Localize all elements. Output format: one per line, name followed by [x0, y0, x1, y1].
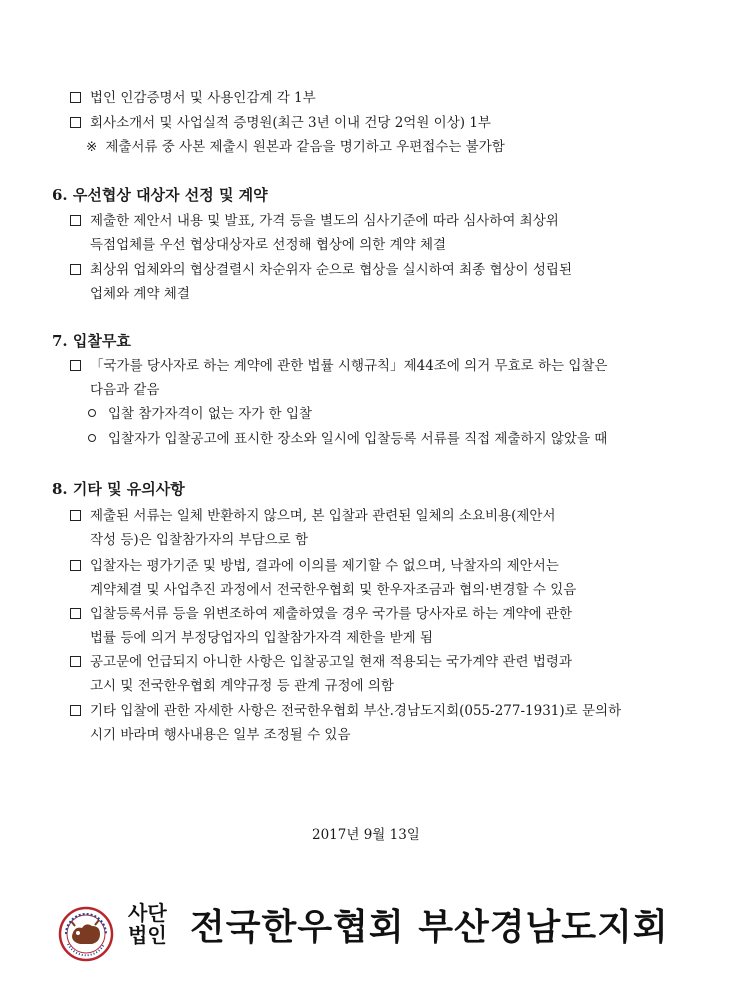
sec6-item-1-cont: 득점업체를 우선 협상대상자로 선정해 협상에 의한 계약 체결 — [90, 237, 447, 253]
reference-mark: ※ — [86, 139, 98, 155]
sec8-item-3-cont: 법률 등에 의거 부정당업자의 입찰참가자격 제한을 받게 됨 — [90, 630, 434, 646]
checkbox-icon — [70, 360, 81, 371]
sec5-item-1: 법인 인감증명서 및 사용인감계 각 1부 — [70, 89, 316, 107]
sec5-note: ※ 제출서류 중 사본 제출시 원본과 같음을 명기하고 우편접수는 불가함 — [86, 139, 505, 155]
sec7-item: 「국가를 당사자로 하는 계약에 관한 법률 시행규칙」제44조에 의거 무효로 하는 입찰은 — [70, 357, 607, 375]
sec6-title: 6. 우선협상 대상자 선정 및 계약 — [52, 186, 268, 204]
checkbox-icon — [70, 510, 81, 521]
association-seal-icon — [58, 906, 114, 962]
sec7-sub-1: 입찰 참가자격이 없는 자가 한 입찰 — [88, 405, 312, 423]
sec8-item-4-cont: 고시 및 전국한우협회 계약규정 등 관계 규정에 의함 — [90, 678, 394, 694]
sec7-sub-2: 입찰자가 입찰공고에 표시한 장소와 일시에 입찰등록 서류를 직접 제출하지 않았을 때 — [88, 430, 607, 448]
circle-bullet-icon — [88, 434, 96, 442]
checkbox-icon — [70, 117, 81, 128]
checkbox-icon — [70, 264, 81, 275]
sec7-item-cont: 다음과 같음 — [90, 382, 160, 398]
sec6-item-2-cont: 업체와 계약 체결 — [90, 286, 190, 302]
corporation-label: 사단 법인 — [128, 901, 167, 947]
checkbox-icon — [70, 705, 81, 716]
sec8-item-1: 제출된 서류는 일체 반환하지 않으며, 본 입찰과 관련된 일체의 소요비용(제안서 — [70, 507, 556, 525]
organization-name: 전국한우협회 부산경남도지회 — [190, 907, 669, 948]
issuer-footer — [58, 896, 698, 966]
circle-bullet-icon — [88, 409, 96, 417]
checkbox-icon — [70, 92, 81, 103]
sec8-title: 8. 기타 및 유의사항 — [52, 480, 185, 498]
checkbox-icon — [70, 608, 81, 619]
checkbox-icon — [70, 215, 81, 226]
sec8-item-5-cont: 시기 바라며 행사내용은 일부 조정될 수 있음 — [90, 727, 351, 743]
sec8-item-5: 기타 입찰에 관한 자세한 사항은 전국한우협회 부산.경남도지회(055-277-1931)로 문의하 — [70, 702, 621, 720]
sec6-item-1: 제출한 제안서 내용 및 발표, 가격 등을 별도의 심사기준에 따라 심사하여 최상위 — [70, 212, 559, 230]
sec6-item-2: 최상위 업체와의 협상결렬시 차순위자 순으로 협상을 실시하여 최종 협상이 성립된 — [70, 261, 572, 279]
sec5-item-2: 회사소개서 및 사업실적 증명원(최근 3년 이내 건당 2억원 이상) 1부 — [70, 114, 491, 132]
sec8-item-3: 입찰등록서류 등을 위변조하여 제출하였을 경우 국가를 당사자로 하는 계약에 관한 — [70, 605, 572, 623]
checkbox-icon — [70, 656, 81, 667]
sec8-item-2-cont: 계약체결 및 사업추진 과정에서 전국한우협회 및 한우자조금과 협의·변경할 수 있음 — [90, 582, 577, 598]
sec7-title: 7. 입찰무효 — [52, 332, 131, 350]
sec8-item-4: 공고문에 언급되지 아니한 사항은 입찰공고일 현재 적용되는 국가계약 관련 법령과 — [70, 653, 572, 671]
sec8-item-2: 입찰자는 평가기준 및 방법, 결과에 이의를 제기할 수 없으며, 낙찰자의 제안서는 — [70, 557, 559, 575]
sec8-item-1-cont: 작성 등)은 입찰참가자의 부담으로 함 — [90, 532, 309, 548]
checkbox-icon — [70, 560, 81, 571]
document-date: 2017년 9월 13일 — [312, 827, 420, 843]
